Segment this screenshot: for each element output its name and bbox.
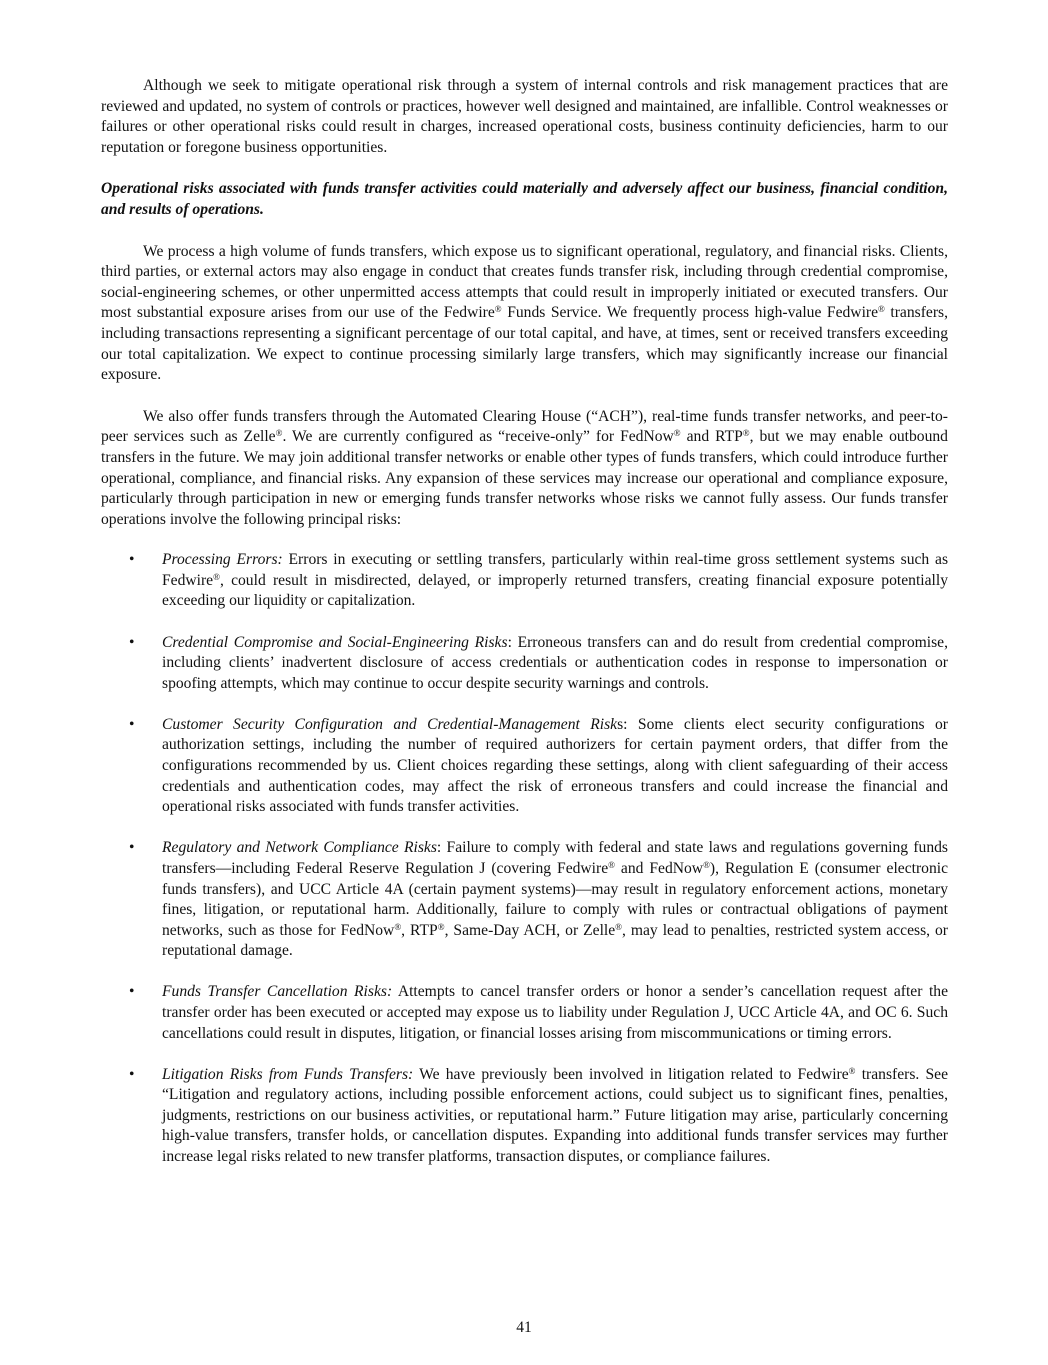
- list-item-credential-compromise: [101, 633, 948, 695]
- text-span: , Same-Day ACH, or Zelle: [444, 921, 616, 939]
- text-span: We also offer funds transfers through the Automated Clearing House (“ACH”), real-time funds transfer networks, and peer-to-peer services such as Zelle: [101, 407, 948, 446]
- text-span: transfers. See “Litigation and regulatory actions, including possible enforcement actions, could subject us to significant fines, penalties, judgments, restrictions on our business activities, or reputational harm.” Future litigation may arise, particularly concerning high-value transfers, transfer holds, or cancellation disputes. Expanding into additional funds transfer services may further increase legal risks related to new transfer platforms, transaction disputes, or compliance failures.: [162, 1065, 948, 1166]
- paragraph-transfer-networks: [101, 407, 948, 531]
- text-span: , but we may enable outbound transfers in the future. We may join additional transfer networks or enable other types of funds transfers, which could introduce further operational, compliance, and financial risks. Any expansion of these services may increase our operational and compliance exposure, particularly through participation in new or emerging funds transfer networks whose risks we cannot fully assess. Our funds transfer operations involve the following principal risks:: [101, 428, 948, 528]
- risk-term: Customer Security Configuration and Credential-Management Risk: [162, 715, 618, 733]
- registered-mark: ®: [878, 304, 885, 315]
- document-page: [101, 76, 948, 1188]
- list-item-regulatory-compliance: [101, 838, 948, 962]
- text-span: , could result in misdirected, delayed, or improperly returned transfers, creating financial exposure potentially exceeding our liquidity or capitalization.: [162, 571, 948, 610]
- principal-risks-list: [101, 550, 948, 1167]
- text-span: transfers, including transactions representing a significant percentage of our total capital, and have, at times, sent or received transfers exceeding our total capitalization. We expect to continue processing similarly large transfers, which may significantly increase our financial exposure.: [101, 304, 948, 384]
- list-item-customer-security-configuration: [101, 715, 948, 818]
- bullet-icon: •: [129, 633, 135, 651]
- text-span: , RTP: [401, 921, 438, 939]
- paragraph-funds-transfer-volume: [101, 242, 948, 386]
- text-span: . We are currently configured as “receive-only” for FedNow: [282, 428, 674, 446]
- text-span: We process a high volume of funds transfers, which expose us to significant operational, regulatory, and financial risks. Clients, third parties, or external actors may also engage in conduct that creates funds transfer risk, including through credential compromise, social-engineering schemes, or other unpermitted access attempts that could result in improperly initiated or executed transfers. Our most substantial exposure arises from our use of the Fedwire: [101, 242, 948, 322]
- bullet-icon: •: [129, 1065, 135, 1083]
- registered-mark: ®: [275, 428, 283, 439]
- page-number: 41: [516, 1319, 532, 1336]
- registered-mark: ®: [848, 1065, 856, 1076]
- risk-term: Regulatory and Network Compliance Risks: [162, 839, 437, 857]
- text-span: , may lead to penalties, restricted system access, or reputational damage.: [162, 921, 948, 960]
- text-span: We have previously been involved in litigation related to Fedwire: [413, 1065, 849, 1083]
- risk-term: Credential Compromise and Social-Engineering Risks: [162, 633, 508, 651]
- paragraph-operational-risk-controls: Although we seek to mitigate operational risk through a system of internal controls and risk management practices that are reviewed and updated, no system of controls or practices, however well designed and maintained, are infallible. Control weaknesses or failures or other operational risks could result in charges, increased operational costs, business continuity deficiencies, harm to our reputation or foregone business opportunities.: [101, 77, 948, 156]
- risk-term: Funds Transfer Cancellation Risks:: [162, 983, 393, 1001]
- bullet-icon: •: [129, 715, 135, 733]
- list-item-litigation-risks: [101, 1065, 948, 1168]
- registered-mark: ®: [703, 859, 710, 870]
- registered-mark: ®: [673, 428, 681, 439]
- registered-mark: ®: [394, 921, 402, 932]
- registered-mark: ®: [615, 921, 622, 932]
- text-span: : Failure to comply with federal and state laws and regulations governing funds transfers—including Federal Reserve Regulation J (covering Fedwire: [162, 839, 948, 877]
- registered-mark: ®: [608, 859, 615, 870]
- registered-mark: ®: [437, 921, 445, 932]
- text-span: and FedNow: [614, 859, 704, 877]
- list-item-processing-errors: [101, 550, 948, 612]
- bullet-icon: •: [129, 551, 135, 569]
- text-span: : Erroneous transfers can and do result from credential compromise, including clients’ inadvertent disclosure of access credentials or authentication codes in response to impersonation or spoofing attempts, which may continue to occur despite security warnings and controls.: [162, 633, 948, 692]
- section-heading: Operational risks associated with funds transfer activities could materially and adversely affect our business, financial condition, and results of operations.: [101, 180, 948, 218]
- text-span: s: Some clients elect security configurations or authorization settings, including the number of required authorizers for certain payment orders, that differ from the configurations recommended by us. Client choices regarding these settings, along with client safeguarding of their access credentials and authentication codes, may affect the risk of erroneous transfers and could increase the financial and operational risks associated with funds transfer activities.: [162, 715, 948, 816]
- text-span: Attempts to cancel transfer orders or honor a sender’s cancellation request after the transfer order has been executed or accepted may expose us to liability under Regulation J, UCC Article 4A, and OC 6. Such cancellations could result in disputes, litigation, or financial losses arising from miscommunications or timing errors.: [162, 983, 948, 1042]
- bullet-icon: •: [129, 839, 135, 857]
- text-span: and RTP: [680, 428, 743, 446]
- bullet-icon: •: [129, 983, 135, 1001]
- text-span: ), Regulation E (consumer electronic funds transfers), and UCC Article 4A (certain payment systems)—may result in regulatory enforcement actions, monetary fines, litigation, or reputational harm. Additionally, failure to comply with rules or contractual obligations of payment networks, such as those for FedNow: [162, 859, 948, 939]
- risk-term: Processing Errors:: [162, 551, 283, 569]
- registered-mark: ®: [742, 428, 750, 439]
- text-span: Funds Service. We frequently process high-value Fedwire: [501, 304, 879, 322]
- risk-term: Litigation Risks from Funds Transfers:: [162, 1065, 414, 1083]
- registered-mark: ®: [494, 304, 502, 315]
- text-span: Errors in executing or settling transfers, particularly within real-time gross settlement systems such as Fedwire: [162, 551, 949, 589]
- registered-mark: ®: [213, 571, 220, 582]
- list-item-cancellation-risks: [101, 982, 948, 1044]
